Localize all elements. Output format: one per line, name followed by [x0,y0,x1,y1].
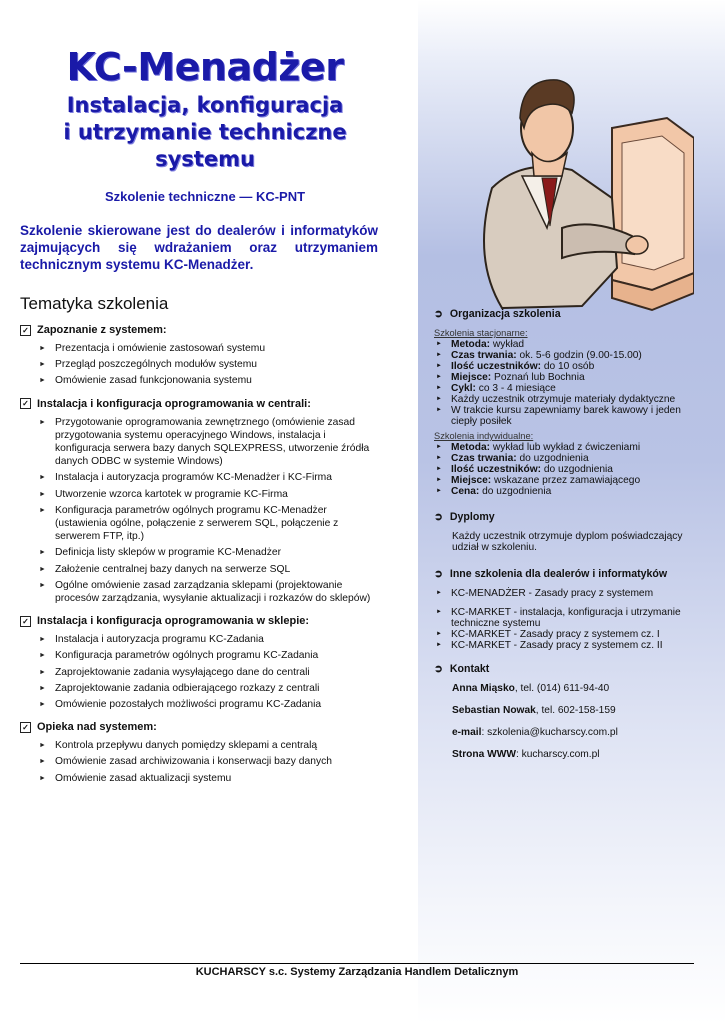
topic-item: ► Przegląd poszczególnych modułów systemu [20,358,380,371]
info-label: Ilość uczestników: [451,464,542,475]
topic-title: Instalacja i konfiguracja oprogramowania w sklepie: [37,615,310,628]
subtitle-line: systemu [155,147,255,171]
individual-list [434,442,696,497]
contact-heading [434,663,696,675]
info-item [434,361,696,372]
website-label: Strona WWW [452,748,516,760]
checkbox-icon: ✓ [20,616,31,627]
info-item [434,486,696,497]
topic-item: ► Konfiguracja parametrów ogólnych programu KC-Menadżer (ustawienia ogólne, połączenie z serwerem SQL, połączenie z serwerem FTP, itp.) [20,504,380,544]
topic-items [20,739,380,785]
contact-phone: , tel. 602-158-159 [535,704,616,716]
other-course-item: ► KC-MENADŻER - Zasady pracy z systemem [434,588,696,599]
topic-title: Instalacja i konfiguracja oprogramowania w centrali: [37,397,311,410]
topic-heading [20,324,380,336]
info-value: do uzgodnienia [479,486,552,497]
intro-text: Szkolenie skierowane jest do dealerów i informatyków zajmujących się wdrażaniem oraz utrzymaniem technicznym systemu KC-Menadżer. [20,223,378,272]
checkbox-icon: ✓ [20,722,31,733]
contact-email[interactable] [434,727,696,738]
topic-item: ► Konfiguracja parametrów ogólnych programu KC-Zadania [20,649,380,662]
other-courses-heading [434,568,696,580]
topic-items [20,416,380,606]
info-item [434,405,696,427]
email-label: e-mail [452,726,482,738]
topic-title: Zapoznanie z systemem: [37,324,167,336]
arrow-right-icon: ➲ [434,308,443,320]
info-label: Ilość uczestników: [451,361,542,372]
topic-item: ► Założenie centralnej bazy danych na serwerze SQL [20,563,380,576]
info-label: Metoda: [451,339,491,350]
diploma-text: Każdy uczestnik otrzymuje dyplom poświadczający udział w szkoleniu. [452,531,683,554]
topic-item: ► Ogólne omówienie zasad zarządzania sklepami (projektowanie procesów zarządzania, wysyłanie aktualizacji i rozkazów do sklepów) [20,579,380,605]
info-item [434,453,696,464]
individual-heading: Szkolenia indywidualne: [434,431,534,441]
side-info [434,308,696,771]
info-item [434,372,696,383]
info-item [434,339,696,350]
info-value: wykład [490,339,525,350]
info-item [434,442,696,453]
topic-item: ► Zaprojektowanie zadania odbierającego rozkazy z centrali [20,682,380,695]
contact-person-2 [434,705,696,716]
info-label: Metoda: [451,442,491,453]
topic-item: ► Instalacja i autoryzacja programów KC-Menadżer i KC-Firma [20,471,380,484]
diploma-title: Dyplomy [449,511,495,523]
info-label: Czas trwania: [451,453,517,464]
topic-item: ► Instalacja i autoryzacja programu KC-Zadania [20,633,380,646]
stationary-heading: Szkolenia stacjonarne: [434,328,528,338]
checkbox-icon: ✓ [20,325,31,336]
contact-website[interactable] [434,749,696,760]
info-value: do uzgodnienia [541,464,613,475]
topic-block [20,615,380,711]
topic-item: ► Omówienie zasad archiwizowania i konserwacji bazy danych [20,755,380,768]
other-courses-list [434,588,696,651]
topic-item: ► Przygotowanie oprogramowania zewnętrznego (omówienie zasad przygotowania systemu operacyjnego Windows, instalacja i konfiguracja serwera bazy danych SQLEXPRESS, utworzenie źródła danych ODBC w systemie Windows) [20,416,380,469]
topic-heading [20,615,380,627]
main-title: KC-Menadżer [66,45,344,89]
info-item [434,383,696,394]
info-value: W trakcie kursu zapewniamy barek kawowy i jeden ciepły posiłek [451,405,681,427]
other-course-item: ► KC-MARKET - Zasady pracy z systemem cz. I [434,629,696,640]
topic-item: ► Omówienie zasad aktualizacji systemu [20,772,380,785]
topic-item: ► Omówienie pozostałych możliwości programu KC-Zadania [20,698,380,711]
man-at-computer-illustration [462,58,694,320]
arrow-right-icon: ➲ [434,567,443,580]
other-courses-title: Inne szkolenia dla dealerów i informatyków [449,567,668,580]
topic-block [20,324,380,388]
topic-items [20,342,380,388]
info-label: Czas trwania: [451,350,517,361]
info-item [434,394,696,405]
info-item [434,464,696,475]
info-value: Poznań lub Bochnia [491,372,585,383]
footer-text: KUCHARSCY s.c. Systemy Zarządzania Handlem Detalicznym [195,966,519,978]
topic-block [20,721,380,785]
info-label: Cena: [451,486,480,497]
topics-heading: Tematyka szkolenia [20,294,169,313]
stationary-list [434,339,696,427]
topic-item: ► Prezentacja i omówienie zastosowań systemu [20,342,380,355]
footer-divider [20,963,694,964]
info-value: do uzgodnienia [516,453,589,464]
course-name: Szkolenie techniczne — KC-PNT [104,189,306,204]
info-value: ok. 5-6 godzin (9.00-15.00) [516,350,642,361]
diploma-heading [434,511,696,523]
contact-phone: , tel. (014) 611-94-40 [514,682,610,694]
info-value: do 10 osób [541,361,595,372]
info-item [434,350,696,361]
topic-item: ► Utworzenie wzorca kartotek w programie KC-Firma [20,488,380,501]
topic-block [20,398,380,606]
info-label: Miejsce: [451,372,492,383]
organization-title: Organizacja szkolenia [449,308,561,320]
topic-heading [20,721,380,733]
info-value: Każdy uczestnik otrzymuje materiały dydaktyczne [451,394,676,405]
arrow-right-icon: ➲ [434,511,443,523]
contact-title: Kontakt [449,662,490,675]
topics-list [20,324,380,795]
checkbox-icon: ✓ [20,398,31,409]
contact-person-1 [434,683,696,694]
subtitle [20,92,390,173]
topic-item: ► Definicja listy sklepów w programie KC-Menadżer [20,546,380,559]
topic-item: ► Kontrola przepływu danych pomiędzy sklepami a centralą [20,739,380,752]
email-value[interactable]: : szkolenia@kucharscy.com.pl [481,726,618,738]
topic-title: Opieka nad systemem: [37,721,157,734]
title-block [20,46,390,204]
info-item [434,475,696,486]
other-course-item: ► KC-MARKET - Zasady pracy z systemem cz. II [434,640,696,651]
info-value: co 3 - 4 miesiące [475,383,556,394]
other-course-item: ► KC-MARKET - instalacja, konfiguracja i utrzymanie techniczne systemu [434,607,696,629]
website-value[interactable]: : kucharscy.com.pl [515,748,600,760]
organization-heading [434,308,696,320]
arrow-right-icon: ➲ [434,662,443,675]
contact-name: Anna Miąsko [452,682,515,694]
info-label: Miejsce: [451,475,492,486]
info-label: Cykl: [451,383,476,394]
topic-heading [20,398,380,410]
topic-item: ► Omówienie zasad funkcjonowania systemu [20,374,380,387]
info-value: wykład lub wykład z ćwiczeniami [490,442,641,453]
contact-name: Sebastian Nowak [452,704,536,716]
subtitle-line: i utrzymanie techniczne [63,120,347,144]
info-value: wskazane przez zamawiającego [491,475,641,486]
topic-item: ► Zaprojektowanie zadania wysyłającego dane do centrali [20,666,380,679]
topic-items [20,633,380,711]
subtitle-line: Instalacja, konfiguracja [66,93,344,117]
